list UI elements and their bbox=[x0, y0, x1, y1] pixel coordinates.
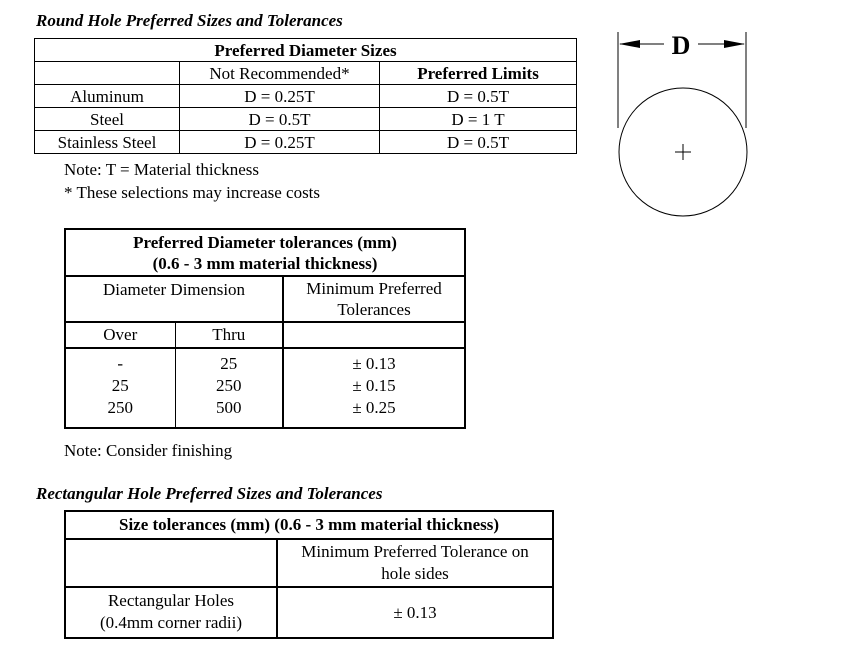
table-cell bbox=[283, 322, 465, 348]
table-title-row bbox=[65, 229, 465, 276]
table-title: Size tolerances (mm) (0.6 - 3 mm material thickness) bbox=[65, 511, 553, 539]
column-header-diameter-dimension: Diameter Dimension bbox=[65, 276, 283, 322]
table-header-row bbox=[65, 539, 553, 587]
over-cell: 25 bbox=[65, 375, 175, 397]
over-cell: 250 bbox=[65, 397, 175, 428]
column-header-line2: hole sides bbox=[381, 564, 449, 583]
preferred-diameter-sizes-table bbox=[34, 38, 577, 154]
tolerance-cell: ± 0.13 bbox=[352, 354, 396, 373]
table-row bbox=[65, 587, 553, 638]
thru-cell: 250 bbox=[175, 375, 283, 397]
note-increase-costs: * These selections may increase costs bbox=[64, 183, 321, 202]
round-hole-diagram bbox=[610, 28, 760, 223]
row-label-line1: Rectangular Holes bbox=[107, 591, 235, 610]
tolerance-cell: ± 0.25 bbox=[352, 398, 396, 417]
note-consider-finishing: Note: Consider finishing bbox=[64, 441, 233, 460]
table-row bbox=[35, 85, 577, 108]
table-subheader-row bbox=[65, 322, 465, 348]
table-row bbox=[65, 397, 465, 428]
column-header-line1: Minimum Preferred bbox=[306, 279, 442, 298]
thru-cell: 500 bbox=[175, 397, 283, 428]
not-recommended-cell: D = 0.25T bbox=[180, 85, 380, 108]
table-title-row bbox=[65, 511, 553, 539]
column-header-line1: Minimum Preferred Tolerance on bbox=[301, 542, 529, 561]
rect-size-tolerances-table bbox=[64, 510, 554, 639]
arrowhead-right-icon bbox=[724, 40, 745, 48]
column-header-preferred-limits: Preferred Limits bbox=[380, 62, 577, 85]
table-row bbox=[35, 131, 577, 154]
column-header-not-recommended: Not Recommended* bbox=[180, 62, 380, 85]
column-header-over: Over bbox=[65, 322, 175, 348]
table-title: Preferred Diameter Sizes bbox=[35, 39, 577, 62]
note-material-thickness: Note: T = Material thickness bbox=[64, 160, 259, 179]
table-row bbox=[65, 375, 465, 397]
table-row bbox=[35, 108, 577, 131]
table-row bbox=[65, 348, 465, 375]
table-cell bbox=[65, 539, 277, 587]
round-hole-heading: Round Hole Preferred Sizes and Tolerances bbox=[36, 11, 343, 30]
table-header-row bbox=[35, 62, 577, 85]
preferred-cell: D = 0.5T bbox=[380, 131, 577, 154]
material-cell: Stainless Steel bbox=[35, 131, 180, 154]
thru-cell: 25 bbox=[175, 348, 283, 375]
arrowhead-left-icon bbox=[619, 40, 640, 48]
table-title bbox=[65, 229, 465, 276]
column-header-min-tolerances bbox=[283, 276, 465, 322]
diameter-tolerances-table bbox=[64, 228, 466, 429]
preferred-cell: D = 1 T bbox=[380, 108, 577, 131]
table-row bbox=[35, 39, 577, 62]
column-header-line2: Tolerances bbox=[337, 300, 411, 319]
column-header-thru: Thru bbox=[175, 322, 283, 348]
row-label-line2: (0.4mm corner radii) bbox=[99, 613, 243, 632]
preferred-cell: D = 0.5T bbox=[380, 85, 577, 108]
table-header-row bbox=[65, 276, 465, 322]
rect-hole-heading: Rectangular Hole Preferred Sizes and Tolerances bbox=[36, 484, 383, 503]
table-title-line2: (0.6 - 3 mm material thickness) bbox=[152, 254, 378, 273]
table-cell bbox=[35, 62, 180, 85]
not-recommended-cell: D = 0.25T bbox=[180, 131, 380, 154]
tolerance-cell: ± 0.13 bbox=[277, 587, 553, 638]
tolerance-cell: ± 0.15 bbox=[352, 376, 396, 395]
column-header-min-tolerance bbox=[277, 539, 553, 587]
diameter-label: D bbox=[671, 31, 691, 60]
over-cell: - bbox=[65, 348, 175, 375]
row-label-rectangular-holes bbox=[65, 587, 277, 638]
material-cell: Aluminum bbox=[35, 85, 180, 108]
table-title-line1: Preferred Diameter tolerances (mm) bbox=[133, 233, 397, 252]
material-cell: Steel bbox=[35, 108, 180, 131]
not-recommended-cell: D = 0.5T bbox=[180, 108, 380, 131]
